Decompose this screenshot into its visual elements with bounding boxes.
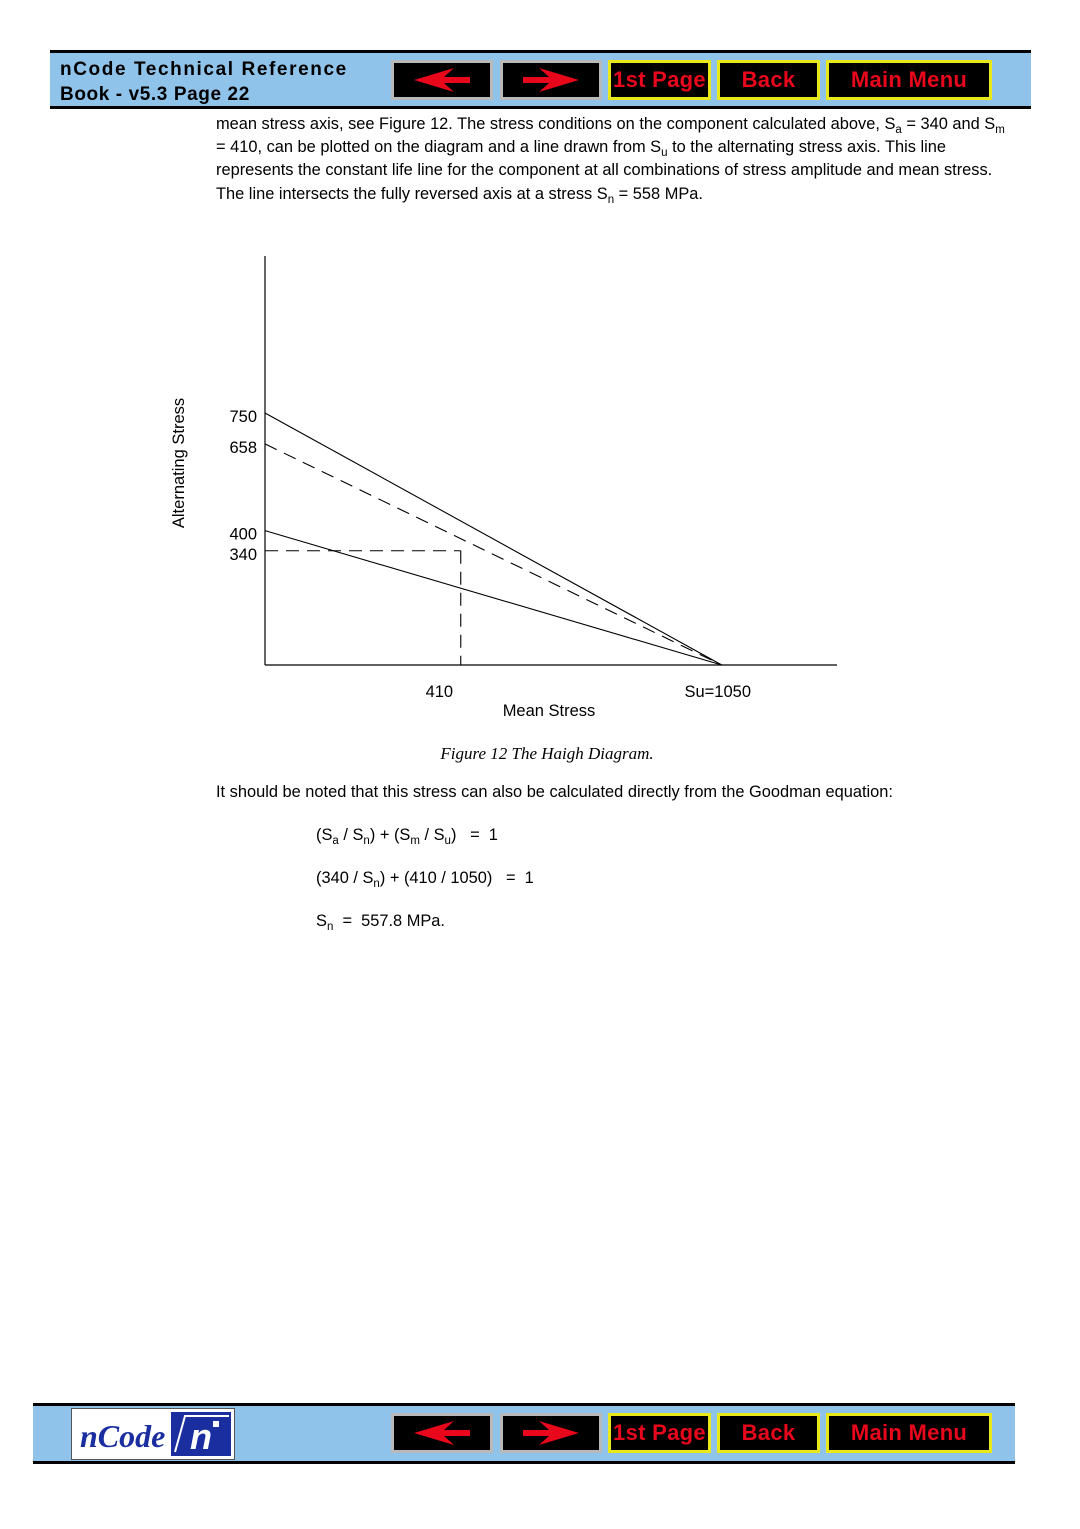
next-page-button[interactable] [500, 1413, 602, 1453]
document-title-line1: nCode Technical Reference [60, 59, 348, 80]
x-axis-label: Mean Stress [502, 702, 596, 720]
equation-text: ) + (410 / 1050) = 1 [379, 869, 534, 887]
intro-text: to the alternating stress axis. This line represents the constant life line for the component at all combinations of stress amplitude and mean stress. The line intersects the fully reversed axis at a stress S [216, 138, 993, 203]
equation-text: / S [419, 826, 445, 844]
guide-layer [265, 551, 461, 665]
y-axis-label: Alternating Stress [170, 397, 188, 529]
subscript: n [373, 878, 380, 890]
x-tick-label: 410 [425, 683, 454, 701]
series-line-2 [265, 444, 722, 665]
equation-text: = 557.8 MPa. [333, 912, 445, 930]
y-tick-label: 400 [229, 525, 257, 544]
figure-caption: Figure 12 The Haigh Diagram. [440, 744, 654, 763]
intro-text: = 410, can be plotted on the diagram and a line drawn from S [216, 138, 662, 157]
x-tick-label: Su=1050 [684, 683, 752, 701]
ncode-logo[interactable] [71, 1408, 235, 1460]
subscript: a [895, 124, 902, 136]
intro-text: = 558 MPa. [614, 184, 703, 203]
intro-text: = 340 and S [901, 115, 996, 133]
previous-page-button[interactable] [391, 1413, 493, 1453]
substituted-equation [316, 869, 534, 888]
subscript: m [410, 835, 420, 847]
equation-text: ) = 1 [450, 826, 498, 844]
subscript: n [326, 921, 334, 933]
equation-text: / S [338, 826, 364, 844]
back-button[interactable] [717, 1413, 820, 1453]
back-label: Back [741, 1420, 796, 1445]
main-menu-label: Main Menu [850, 1420, 968, 1445]
equation-text: (S [316, 826, 333, 844]
haigh-diagram [0, 0, 1080, 740]
equation-text: (340 / S [316, 869, 374, 887]
subscript: u [444, 835, 451, 847]
subscript: a [332, 835, 339, 847]
goodman-equation [316, 826, 498, 845]
intro-text: mean stress axis, see Figure 12. The stress conditions on the component calculated above, S [216, 115, 896, 133]
equation-text: ) + (S [369, 826, 411, 844]
svg-text:n: n [190, 1416, 212, 1456]
back-label: Back [741, 67, 796, 92]
note-paragraph: It should be noted that this stress can also be calculated directly from the Goodman equation: [216, 783, 893, 801]
ncode-n-logo-icon [171, 1412, 231, 1456]
right-arrow-icon [521, 1420, 581, 1446]
y-tick-label: 340 [229, 545, 257, 564]
logo-text: nCode [80, 1418, 166, 1454]
bottom-navigation-bar [33, 1403, 1015, 1464]
first-page-label: 1st Page [613, 67, 706, 92]
result-equation [316, 912, 445, 931]
first-page-button[interactable] [608, 1413, 711, 1453]
y-tick-label: 658 [229, 438, 257, 457]
series-layer [265, 413, 722, 665]
first-page-label: 1st Page [613, 1420, 706, 1445]
main-menu-label: Main Menu [850, 67, 968, 92]
subscript: m [995, 124, 1005, 136]
subscript: n [363, 835, 370, 847]
document-title-line2: Book - v5.3 Page 22 [60, 84, 250, 105]
left-arrow-icon [412, 1420, 472, 1446]
subscript: n [607, 193, 615, 206]
y-tick-label: 750 [229, 408, 257, 426]
equation-text: S [316, 912, 327, 930]
main-menu-button[interactable] [826, 1413, 992, 1453]
series-line-1 [265, 413, 722, 665]
subscript: u [661, 147, 668, 160]
